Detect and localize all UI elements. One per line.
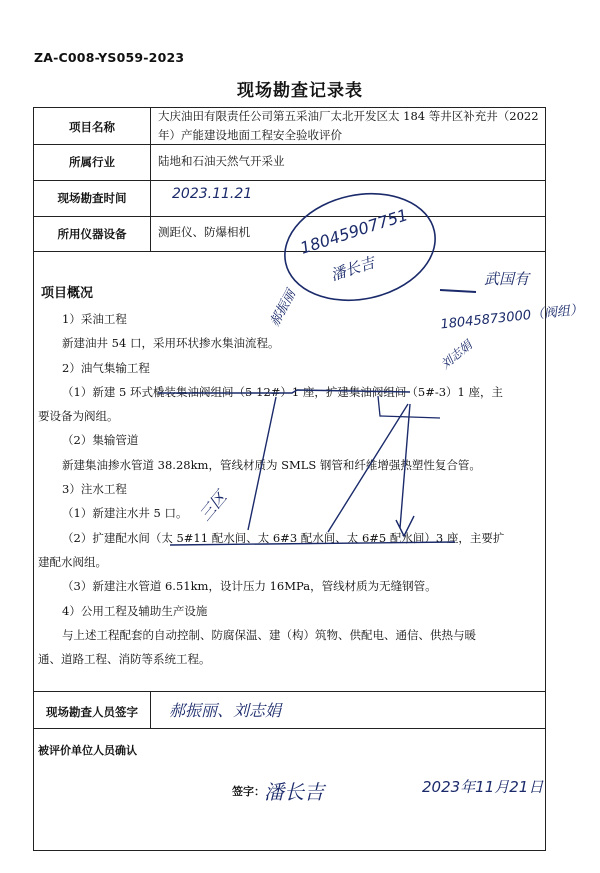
overview-line: 新建集油掺水管道 38.28km，管线材质为 SMLS 钢管和纤维增强热塑性复合管。 [62,458,481,472]
left-handwritten-note: 郝振丽 [267,287,300,330]
margin-handwritten-note: 三区 [195,487,231,525]
arrow-line [328,404,408,532]
overview-line: 4）公用工程及辅助生产设施 [62,604,208,618]
overview-line: （2）集输管道 [62,433,139,447]
underline-stroke [170,542,455,545]
overview-line: （1）新建注水井 5 口。 [62,506,188,520]
confirm-date-handwritten: 2023年11月21日 [422,778,544,796]
overview-heading: 项目概况 [41,286,94,301]
overview-line: （3）新建注水管道 6.51km，设计压力 16MPa，管线材质为无缝钢管。 [62,579,437,593]
instruments-label: 所用仪器设备 [57,227,127,241]
note-name: 武国有 [484,270,530,288]
overview-line: 要设备为阀组。 [38,409,119,423]
project-name-label: 项目名称 [69,120,115,134]
document-code: ZA-C008-YS059-2023 [34,50,185,65]
overview-line: 与上述工程配套的自动控制、防腐保温、建（构）筑物、供配电、通信、供热与暖 [62,628,476,642]
project-name-value: 大庆油田有限责任公司第五采油厂太北开发区太 184 等井区补充井（2022 年）产能建设地面工程安全验收评价 [158,109,539,142]
check-mark [396,516,414,536]
industry-value: 陆地和石油天然气开采业 [158,154,285,168]
overview-line: 建配水阀组。 [38,555,107,569]
circled-phone: 18045907751 [297,205,411,258]
overview-line: 3）注水工程 [62,482,127,496]
strike-through [440,290,476,292]
overview-line: 2）油气集输工程 [62,361,150,375]
confirm-label: 被评价单位人员确认 [38,744,137,757]
sign-label: 签字： [232,785,265,798]
survey-time-label: 现场勘查时间 [57,191,127,205]
survey-time-handwritten: 2023.11.21 [172,186,253,202]
note-phone: 18045873000（阀组） [439,302,584,333]
overview-line: （2）扩建配水间（太 5#11 配水间、太 6#3 配水间、太 6#5 配水间）3 座，主要扩 [62,531,505,545]
overview-line: （1）新建 5 环式橇装集油阀组间（5-12#）1 座，扩建集油阀组间（5#-3）1 座，主 [62,385,504,399]
overview-line: 1）采油工程 [62,312,127,326]
underline-stroke [158,390,410,393]
arrow-line [248,397,276,530]
form-title: 现场勘查记录表 [237,81,363,101]
survey-staff-signature: 郝振丽、刘志娟 [169,701,282,720]
confirm-signature: 潘长吉 [264,780,324,804]
survey-staff-label: 现场勘查人员签字 [46,705,138,719]
industry-label: 所属行业 [69,155,115,169]
instruments-value: 测距仪、防爆相机 [158,225,250,239]
arrow-line [400,404,410,528]
mid-handwritten-note: 刘志娟 [438,337,475,372]
circled-name: 潘长吉 [328,253,377,285]
overview-line: 通、道路工程、消防等系统工程。 [38,652,211,666]
overview-line: 新建油井 54 口，采用环状掺水集油流程。 [62,336,280,350]
